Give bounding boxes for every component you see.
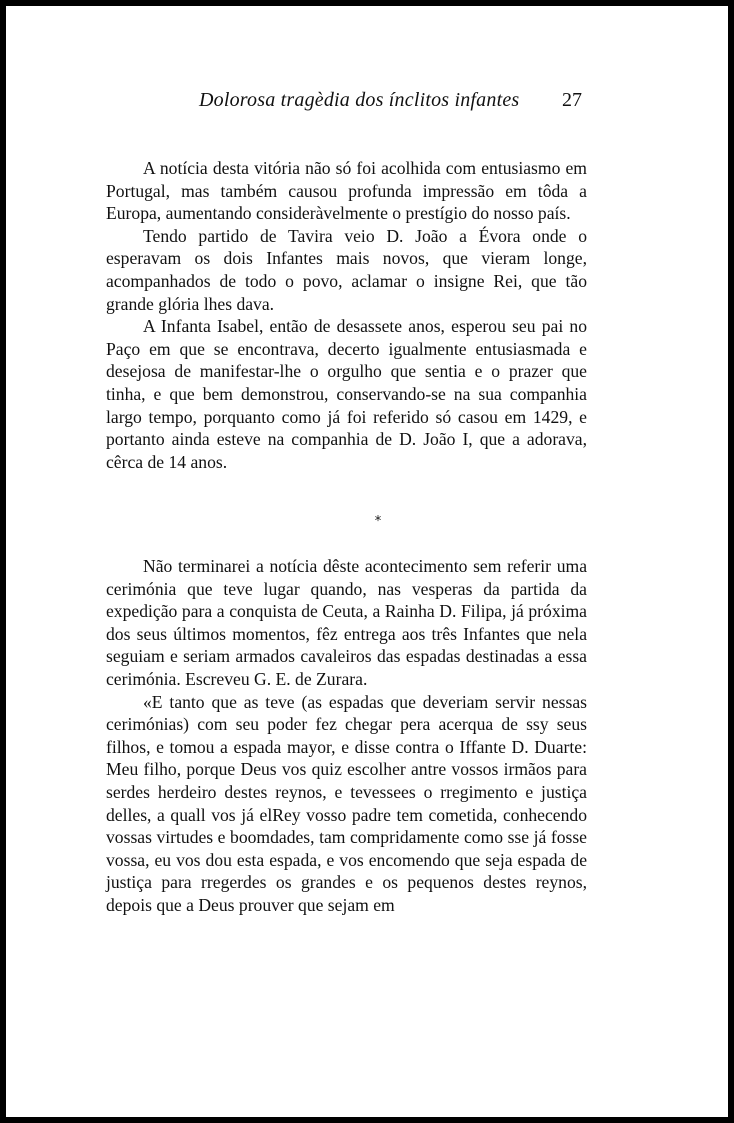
paragraph: A Infanta Isabel, então de desassete anos, esperou seu pai no Paço em que se encontrava, decerto igualmente entusiasmada e desejosa de manifestar-lhe o orgulho que sentia e o prazer que tinha, e que bem demonstrou, conservando-se na sua companhia largo tempo, porquanto como já foi referido só casou em 1429, e portanto ainda esteve na companhia de D. João I, que a adorava, cêrca de 14 anos. — [106, 316, 587, 472]
book-page — [6, 6, 728, 1117]
quoted-paragraph: «E tanto que as teve (as espadas que deveriam servir nessas cerimónias) com seu poder fez chegar pera acerqua de ssy seus filhos, e tomou a espada mayor, e disse contra o Iffante D. Duarte: Meu filho, porque Deus vos quiz escolher antre vossos irmãos para serdes herdeiro destes reynos, e tevessees o rregimento e justiça delles, a quall vos já elRey vosso padre tem cometida, conhecendo vossas virtudes e boomdades, tam compridamente como sse já fosse vossa, eu vos dou esta espada, e vos encomendo que seja espada de justiça para rregerdes os grandes e os pequenos destes reynos, depois que a Deus prouver que sejam em — [106, 691, 587, 915]
page-number: 27 — [562, 89, 582, 111]
running-head — [6, 88, 728, 112]
section-separator: * — [374, 514, 382, 529]
paragraph: A notícia desta vitória não só foi acolhida com entusiasmo em Portugal, mas também causou profunda impressão em tôda a Europa, aumentando consideràvelmente o prestígio do nosso país. — [106, 158, 587, 224]
section-swords-ceremony — [106, 555, 587, 917]
paragraph: Não terminarei a notícia dêste acontecimento sem referir uma cerimónia que teve lugar quando, nas vesperas da partida da expedição para a conquista de Ceuta, a Rainha D. Filipa, já próxima dos seus últimos momentos, fêz entrega aos três Infantes que nela seguiam e seriam armados cavaleiros das espadas destinadas a essa cerimónia. Escreveu G. E. de Zurara. — [106, 556, 587, 689]
paragraph: Tendo partido de Tavira veio D. João a Évora onde o esperavam os dois Infantes mais novos, que vieram longe, acompanhados de todo o povo, aclamar o insigne Rei, que tão grande glória lhes dava. — [106, 225, 587, 314]
section-victory-news — [106, 157, 587, 473]
running-head-title: Dolorosa tragèdia dos ínclitos infantes — [199, 89, 520, 111]
